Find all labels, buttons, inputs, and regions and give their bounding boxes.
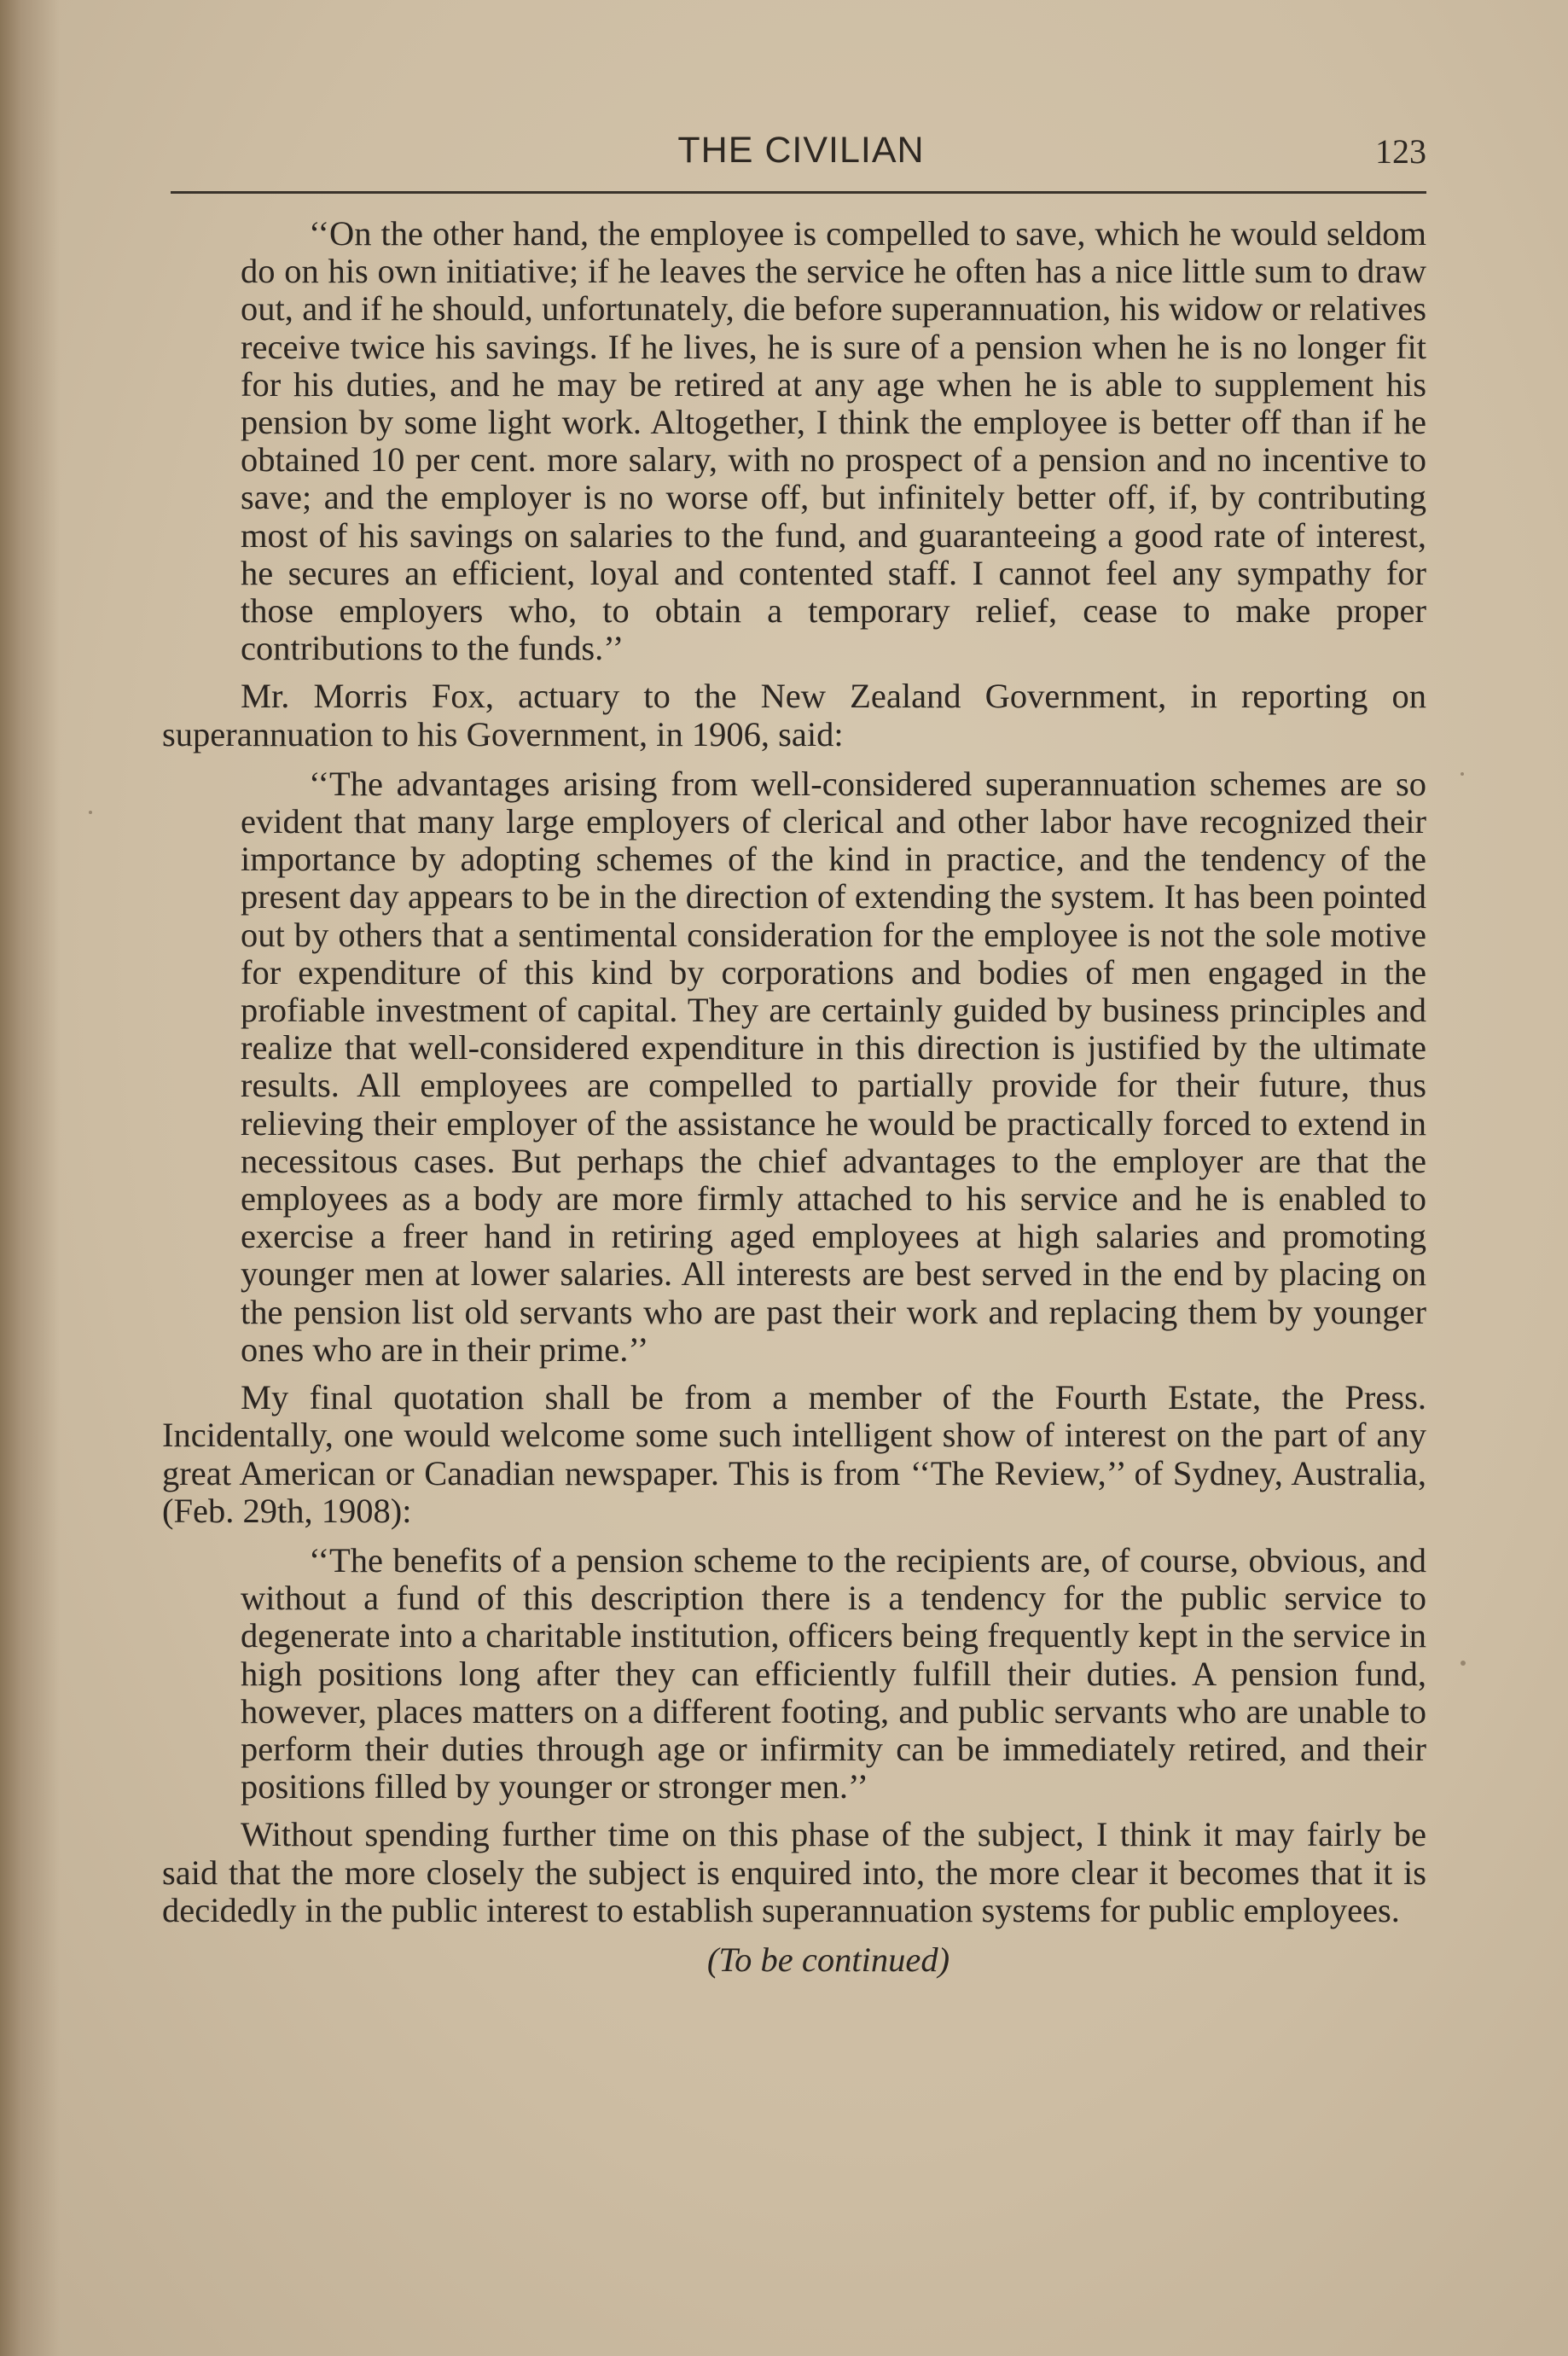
quote-paragraph-fox: ‘‘The advantages arising from well-considered superannuation schemes are so evident that many large employers of clerical and other labor have recognized their importance by adopting schemes of the kind in practice, and the tendency of the present day appears to be in the direction of extending the system. It has been pointed out by others that a sentimental consideration for the employee is not the sole motive for expenditure of this kind by corporations and bodies of men engaged in the profiable investment of capital. They are certainly guided by business principles and realize that well-considered expenditure in this direction is justified by the ultimate results. All employees are compelled to partially provide for their future, thus relieving their employer of the assistance he would be practically forced to extend in necessitous cases. But perhaps the chief advantages to the employer are that the employees as a body are more firmly attached to his service and he is enabled to exercise a freer hand in retiring aged employees at high salaries and promoting younger men at lower salaries. All interests are best served in the end by placing on the pension list old servants who are past their work and replacing them by younger ones who are in their prime.’’ [241, 764, 1426, 1369]
article-body [162, 215, 1426, 1979]
binding-gutter-shadow [0, 0, 60, 2356]
header-rule [171, 191, 1426, 194]
quote-paragraph-1: ‘‘On the other hand, the employee is compelled to save, which he would seldom do on his own initiative; if he leaves the service he often has a nice little sum to draw out, and if he should, unfortunately, die before superannuation, his widow or relatives receive twice his savings. If he lives, he is sure of a pension when he is no longer fit for his duties, and he may be retired at any age when he is able to supplement his pension by some light work. Altogether, I think the employee is better off than if he obtained 10 per cent. more salary, with no prospect of a pension and no incentive to save; and the employer is no worse off, but infinitely better off, if, by contributing most of his savings on salaries to the fund, and guaranteeing a good rate of interest, he secures an efficient, loyal and contented staff. I cannot feel any sympathy for those employers who, to obtain a temporary relief, cease to make proper contributions to the funds.’’ [241, 214, 1426, 668]
to-be-continued-note: (To be continued) [706, 1940, 950, 1979]
body-paragraph-press-intro: My final quotation shall be from a member of the Fourth Estate, the Press. Incidentally, one would welcome some such intelligent show of interest on the part of any great American or Canadian newspaper. This is from ‘‘The Review,’’ of Sydney, Australia, (Feb. 29th, 1908): [162, 1378, 1426, 1530]
paper-speck [1461, 772, 1464, 776]
paper-speck [1461, 1661, 1466, 1666]
quote-paragraph-review: ‘‘The benefits of a pension scheme to the recipients are, of course, obvious, and without a fund of this description there is a tendency for the public service to degenerate into a charitable institution, officers being frequently kept in the service in high positions long after they can efficiently fulfill their duties. A pension fund, however, places matters on a different footing, and public servants who are unable to perform their duties through age or infirmity can be immediately retired, and their positions filled by younger or stronger men.’’ [241, 1540, 1426, 1806]
paper-speck [89, 811, 92, 814]
page-number: 123 [1375, 132, 1426, 171]
body-paragraph-conclusion: Without spending further time on this phase of the subject, I think it may fairly be said that the more closely the subject is enquired into, the more clear it becomes that it is decidedly in the public interest to establish superannuation systems for public employees. [162, 1815, 1426, 1929]
running-title: THE CIVILIAN [677, 130, 925, 171]
page-header [171, 119, 1432, 188]
body-paragraph-fox-intro: Mr. Morris Fox, actuary to the New Zealand Government, in reporting on superannuation to his Government, in 1906, said: [162, 677, 1426, 753]
